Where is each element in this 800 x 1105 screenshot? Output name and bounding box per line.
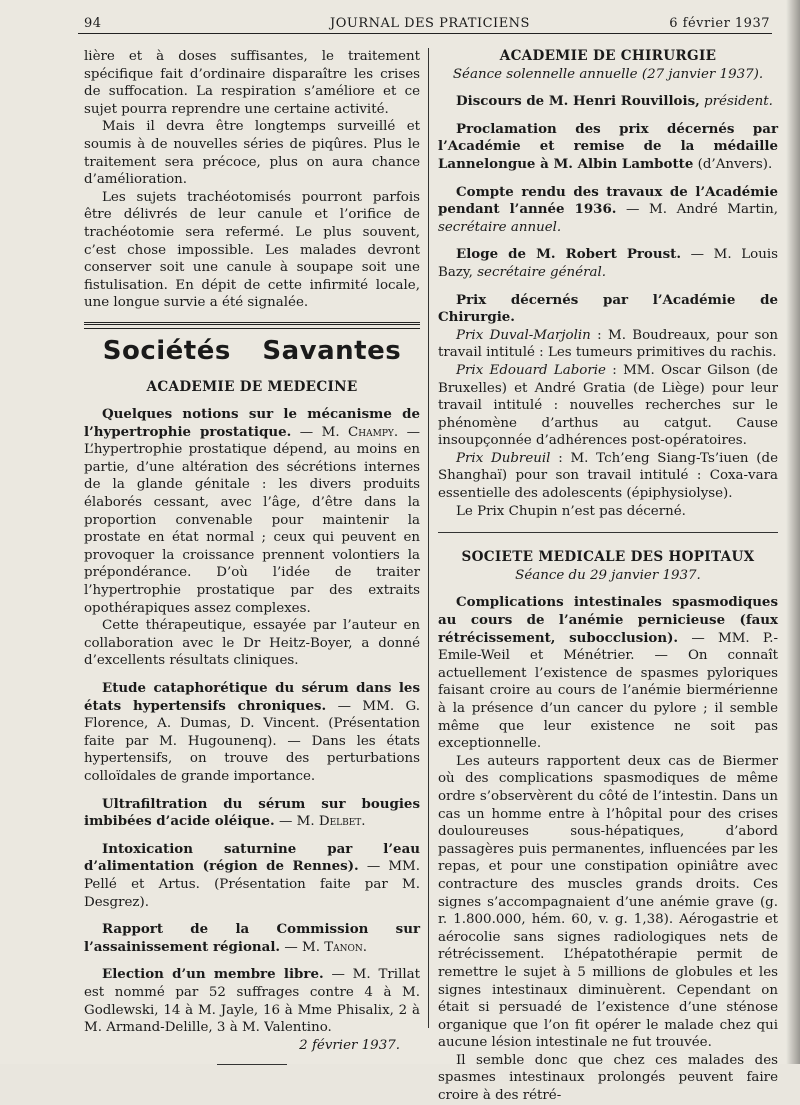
dateline: 2 février 1937. [299,1037,400,1053]
end-rule [217,1064,287,1065]
paragraph: Les sujets trachéotomisés pourront parfois être délivrés de leur canule et l’orifice de trachéotomie sera refermé. Le plus souvent, c’est chose impossible. Les malades devront conserver soit une canule à soupape soit une fistulisation. En dépit de cette infirmité locale, une longue survie a été signalée. [84,189,420,311]
article [84,966,420,1036]
article [438,93,778,111]
right-column [438,48,778,1105]
prize-name: Prix Duval-Marjolin [456,327,591,343]
article-title: Complications intestinales spasmodiques au cours de l’anémie pernicieuse (faux rétrécissement, subocclusion). [438,594,778,646]
article-title: Intoxication saturnine par l’eau d’alimentation (région de Rennes). [84,840,420,875]
prize-text: : M. Tch’eng Siang-Ts’iuen (de Shanghaï) pour son travail intitulé : Coxa-vara essentielle des adolescents (épiphysiolyse). [438,450,779,502]
article [84,921,420,956]
article [84,406,420,617]
paragraph: Mais il devra être longtemps surveillé et soumis à de nouvelles séries de piqûres. Plus le traitement sera précoce, plus on aura chance d’amélioration. [84,119,420,188]
article-title: Eloge de M. Robert Proust. [456,246,681,263]
prize-item [438,327,778,362]
section-rule [438,532,778,533]
article [438,246,778,281]
article-title: Rapport de la Commission sur l’assainissement régional. [84,921,420,955]
article [438,594,778,752]
issue-date: 6 février 1937 [669,16,770,31]
prize-name: Prix Edouard Laborie [456,362,606,378]
prize-item [438,362,778,450]
article-text: — M. Delbet. [278,814,366,830]
paragraph: lière et à doses suffisantes, le traitement spécifique fait d’ordinaire disparaître les crises de suffocation. La respiration s’améliore et ce sujet pourra reprendre une certaine activité. [84,49,420,117]
article-text: — MM. Pellé et Artus. (Présentation faite par M. Desgrez). [84,859,421,910]
article [438,184,778,237]
prize-heading: Prix décernés par l’Académie de Chirurgie. [438,291,778,326]
article-text: — MM. P.-Emile-Weil et Ménétrier. — On connaît actuellement l’existence de spasmes pyloriques faisant croire au cours de l’anémie biermérienne à la présence d’un cancer du pylore ; il semble même que leur existence ne soit pas exceptionnelle. [438,630,778,752]
section-banner: Sociétés Savantes [102,335,402,366]
journal-title: JOURNAL DES PRATICIENS [330,16,530,31]
paragraph: Les auteurs rapportent deux cas de Biermer où des complications spasmodiques de même ordre s’observèrent du côté de l’intestin. Dans un cas un homme entre à l’hôpital pour des crises douloureuses sous-hépatiques, d’abord passagères puis permanentes, influencées par les repas, et pour une constipation opiniâtre avec contracture des muscles grands droits. Ces signes s’accompagnaient d’une anémie grave (g. r. 1.800.000, hém. 60, v. g. 1,38). Aérogastrie et aérocolie sans signes radiologiques nets de rétrécissement. L’hépatothérapie permit de remettre le sujet à 5 millions de globules et les signes intestinaux diminuèrent. Cependant on était si persuadé de l’existence d’une sténose organique que l’on fit opérer le malade chez qui aucune lésion intestinale ne fut trouvée. [438,753,778,1051]
article-text: — MM. G. Florence, A. Dumas, D. Vincent. (Présentation faite par M. Hugounenq). — Dans les états hypertensifs, on trouve des perturbations colloïdales de grande importance. [84,698,421,784]
session-date: Séance du 29 janvier 1937. [515,567,701,583]
paragraph: Cette thérapeutique, essayée par l’auteur en collaboration avec le Dr Heitz-Boyer, a donné d’excellents résultats cliniques. [84,618,420,669]
article [84,841,420,911]
article-title: Discours de M. Henri Rouvillois, [456,93,700,110]
article-title: Ultrafiltration du sérum sur bougies imbibées d’acide oléique. [84,795,420,830]
article-text: — L’hypertrophie prostatique dépend, au moins en partie, d’une altération des sécrétions internes de la glande génitale : les divers produits élaborés cessant, avec l’âge, d’être dans la proportion convenable pour maintenir la prostate en état normal ; ceux qui peuvent en provoquer la croissance prennent volontiers la prépondérance. D’où l’idée de traiter l’hypertrophie prostatique par des extraits opothérapiques assez complexes. [84,424,420,616]
article-author: — M. André Martin, [626,202,778,218]
article-role: secrétaire général. [477,264,607,280]
article-title: Compte rendu des travaux de l’Académie pendant l’année 1936. [438,183,778,218]
header-rule [78,33,772,34]
article-text: — M. Trillat est nommé par 52 suffrages contre 4 à M. Godlewski, 14 à M. Jayle, 16 à Mme Phisalix, 2 à M. Armand-Delille, 3 à M. Valentino. [84,967,420,1036]
article [438,121,778,174]
article-role: président. [704,94,773,110]
page-header [70,12,770,34]
prize-item [438,450,778,503]
society-heading: ACADEMIE DE MEDECINE [146,378,358,395]
article-author: — M. Champy. [299,424,399,440]
article [84,680,420,786]
article-title: Etude cataphorétique du sérum dans les états hypertensifs chroniques. [84,680,420,714]
society-heading: ACADEMIE DE CHIRURGIE [499,48,717,64]
prize-text: : MM. Oscar Gilson (de Bruxelles) et André Gratia (de Liège) pour leur travail intitulé : nouvelles recherches sur le phénomène d’arthus au catgut. Cause insoupçonnée d’adhérences post-opératoires. [438,362,778,449]
column-divider [428,48,429,1028]
prize-text: : M. Boudreaux, pour son travail intitulé : Les tumeurs primitives du rachis. [438,327,779,361]
paragraph: Il semble donc que chez ces malades des spasmes intestinaux prolongés peuvent faire croire à des rétré- [438,1052,778,1104]
page-edge-shadow [786,0,800,1064]
article-author: — M. Louis Bazy, [438,247,778,280]
article-text: (d’Anvers). [697,156,773,172]
section-divider [84,322,420,329]
society-heading: SOCIETE MEDICALE DES HOPITAUX [461,549,755,566]
article [84,796,420,831]
prize-item: Le Prix Chupin n’est pas décerné. [456,503,686,519]
article-text: — M. Tanon. [284,939,368,955]
article-title: Election d’un membre libre. [102,966,324,983]
article-role: secrétaire annuel. [438,219,562,235]
prize-name: Prix Dubreuil [456,450,551,466]
page-number: 94 [84,16,102,31]
left-column [84,48,420,1075]
article-title: Proclamation des prix décernés par l’Académie et remise de la médaille Lannelongue à M. Albin Lambotte [438,120,778,172]
session-date: Séance solennelle annuelle (27 janvier 1937). [452,66,764,82]
article-title: Quelques notions sur le mécanisme de l’hypertrophie prostatique. [84,406,420,440]
